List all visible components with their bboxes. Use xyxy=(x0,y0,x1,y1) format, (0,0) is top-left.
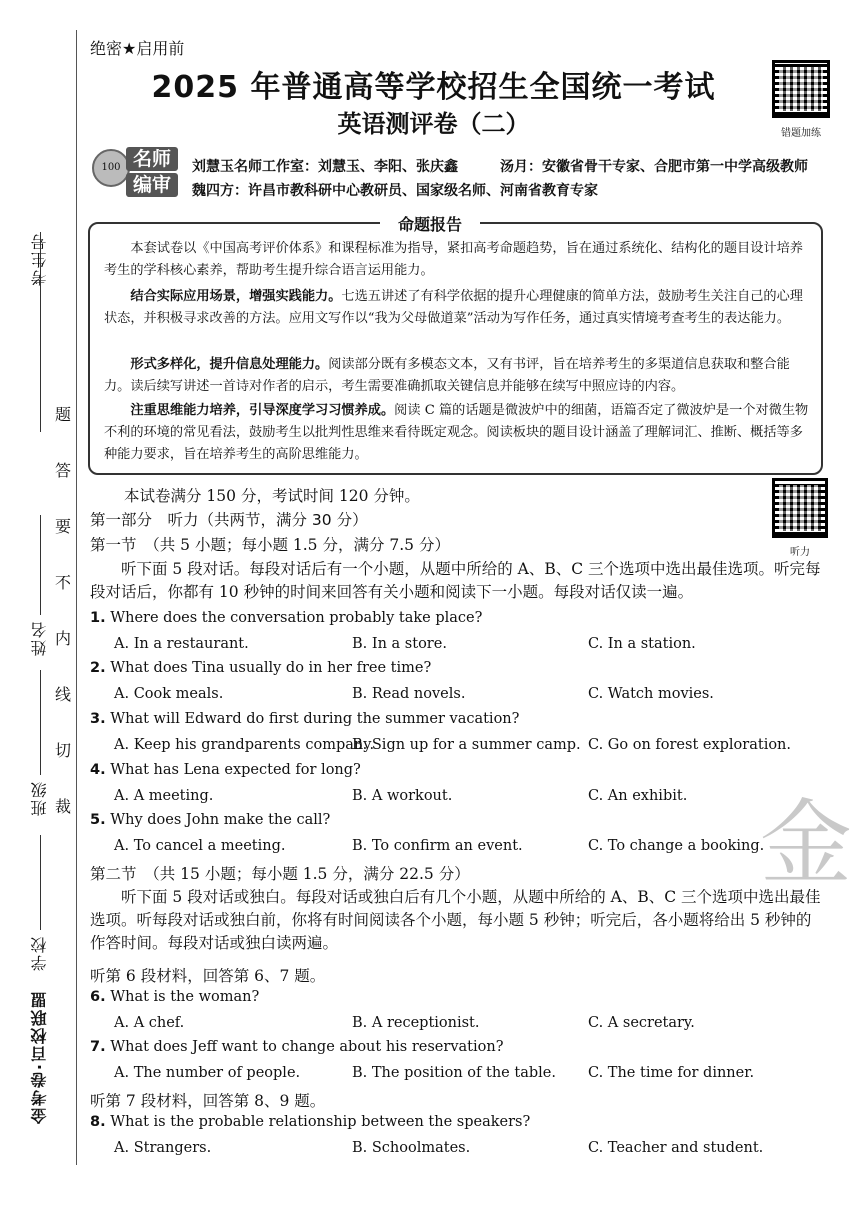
question-8: 8. What is the probable relationship between the speakers? xyxy=(90,1114,531,1130)
report-paragraph-4: 注重思维能力培养，引导深度学习习惯养成。阅读 C 篇的话题是微波炉中的细菌，语篇否定了微波炉是一个对微生物不利的环境的常见看法，鼓励考生以批判性思维来看待既定观念。阅读板块的题目设计涵盖了理解词汇、推断、概括等多种能力要求，旨在培养考生的高阶思维能力。 xyxy=(104,403,809,462)
author-line1a: 刘慧玉名师工作室：刘慧玉、李阳、张庆鑫 xyxy=(192,159,458,175)
exam-intro: 本试卷满分 150 分，考试时间 120 分钟。 xyxy=(124,487,420,505)
qr-code-icon[interactable] xyxy=(772,478,828,538)
option-a: A. A chef. xyxy=(114,1015,185,1031)
warn-char: 切 xyxy=(55,741,72,760)
option-a: A. To cancel a meeting. xyxy=(114,838,286,854)
warn-char: 线 xyxy=(55,685,72,704)
question-4: 4. What has Lena expected for long? xyxy=(90,762,361,778)
school-label: 学校 xyxy=(30,935,49,971)
option-c: C. An exhibit. xyxy=(588,788,688,804)
section2-instructions: 听下面 5 段对话或独白。每段对话或独白后有几个小题，从题中所给的 A、B、C 三个选项中选出最佳选项。听每段对话或独白前，你将有时间阅读各个小题，每小题 5 秒钟；听完后，各小题将给出 5 秒钟的作答时间。每段对话或独白读两遍。 xyxy=(90,888,821,952)
option-c: C. To change a booking. xyxy=(588,838,765,854)
school-line xyxy=(40,835,41,930)
option-b: B. Read novels. xyxy=(352,686,466,702)
question-1: 1. Where does the conversation probably take place? xyxy=(90,610,483,626)
report-paragraph-1: 本套试卷以《中国高考评价体系》和课程标准为指导，紧扣高考命题趋势，旨在通过系统化、结构化的题目设计培养考生的学科核心素养，帮助考生提升综合语言运用能力。 xyxy=(104,241,803,278)
option-b: B. In a store. xyxy=(352,636,447,652)
option-b: B. Sign up for a summer camp. xyxy=(352,737,581,753)
question-7: 7. What does Jeff want to change about his reservation? xyxy=(90,1039,504,1055)
name-label: 姓名 xyxy=(30,620,49,656)
binding-line xyxy=(76,30,77,1165)
warn-char: 内 xyxy=(55,629,72,648)
question-3: 3. What will Edward do first during the summer vacation? xyxy=(90,711,520,727)
warn-char: 不 xyxy=(55,573,72,592)
option-c: C. In a station. xyxy=(588,636,696,652)
option-b: B. Schoolmates. xyxy=(352,1140,471,1156)
brand-label: 金考卷·百校联盟 xyxy=(30,990,49,1125)
warn-char: 裁 xyxy=(55,797,72,816)
badge-line2: 编审 xyxy=(126,173,178,197)
page-subtitle: 英语测评卷（二） xyxy=(337,110,530,138)
material-7-heading: 听第 7 段材料，回答第 8、9 题。 xyxy=(90,1092,326,1110)
option-b: B. To confirm an event. xyxy=(352,838,523,854)
author-line1b: 汤月：安徽省骨干专家、合肥市第一中学高级教师 xyxy=(500,159,808,175)
option-a: A. Keep his grandparents company. xyxy=(114,737,375,753)
question-6: 6. What is the woman? xyxy=(90,989,260,1005)
section1-heading: 第一节 （共 5 小题；每小题 1.5 分，满分 7.5 分） xyxy=(90,536,450,554)
badge-line1: 名师 xyxy=(126,147,178,171)
section1-instructions: 听下面 5 段对话。每段对话后有一个小题，从题中所给的 A、B、C 三个选项中选出最佳选项。听完每段对话后，你都有 10 秒钟的时间来回答有关小题和阅读下一小题。每段对话仅读一遍。 xyxy=(90,560,821,601)
option-a: A. A meeting. xyxy=(114,788,214,804)
option-b: B. A receptionist. xyxy=(352,1015,480,1031)
option-a: A. In a restaurant. xyxy=(114,636,249,652)
warn-char: 题 xyxy=(55,405,72,424)
option-b: B. The position of the table. xyxy=(352,1065,556,1081)
page-title: 2025 年普通高等学校招生全国统一考试 xyxy=(151,70,716,105)
option-c: C. The time for dinner. xyxy=(588,1065,755,1081)
watermark-glyph: 金 xyxy=(760,790,853,897)
material-6-heading: 听第 6 段材料，回答第 6、7 题。 xyxy=(90,967,326,985)
exam-number-line xyxy=(40,232,41,432)
option-c: C. Teacher and student. xyxy=(588,1140,764,1156)
warn-char: 答 xyxy=(55,461,72,480)
option-b: B. A workout. xyxy=(352,788,453,804)
part1-heading: 第一部分 听力（共两节，满分 30 分） xyxy=(90,511,368,529)
qr-listen-label: 听力 xyxy=(790,547,810,558)
report-title: 命题报告 xyxy=(380,212,480,235)
report-paragraph-2: 结合实际应用场景，增强实践能力。七选五讲述了有科学依据的提升心理健康的简单方法，鼓励考生关注自己的心理状态，并积极寻求改善的方法。应用文写作以“我为父母做道菜”活动为写作任务，通过真实情境考查考生的表达能力。 xyxy=(104,289,803,326)
option-a: A. Cook meals. xyxy=(114,686,224,702)
name-line xyxy=(40,515,41,615)
qr-top-label: 错题加练 xyxy=(781,128,821,139)
exam-number-label: 考生号 xyxy=(30,232,49,286)
question-5: 5. Why does John make the call? xyxy=(90,812,331,828)
warn-char: 要 xyxy=(55,517,72,536)
option-a: A. Strangers. xyxy=(114,1140,212,1156)
option-c: C. A secretary. xyxy=(588,1015,695,1031)
secret-label: 绝密★启用前 xyxy=(90,39,185,58)
class-label: 班级 xyxy=(30,780,49,816)
section2-heading: 第二节 （共 15 小题；每小题 1.5 分，满分 22.5 分） xyxy=(90,865,470,883)
question-2: 2. What does Tina usually do in her free time? xyxy=(90,660,432,676)
seal-icon: 100 xyxy=(92,149,130,187)
option-c: C. Go on forest exploration. xyxy=(588,737,792,753)
class-line xyxy=(40,670,41,775)
report-paragraph-3: 形式多样化，提升信息处理能力。阅读部分既有多模态文本，又有书评，旨在培养考生的多渠道信息获取和整合能力。读后续写讲述一首诗对作者的启示，考生需要准确抓取关键信息并能够在续写中照应诗的内容。 xyxy=(104,357,790,394)
author-line2: 魏四方：许昌市教科研中心教研员、国家级名师、河南省教育专家 xyxy=(192,183,598,199)
qr-code-icon[interactable] xyxy=(772,60,830,118)
option-c: C. Watch movies. xyxy=(588,686,714,702)
option-a: A. The number of people. xyxy=(114,1065,301,1081)
expert-badge xyxy=(92,145,182,200)
